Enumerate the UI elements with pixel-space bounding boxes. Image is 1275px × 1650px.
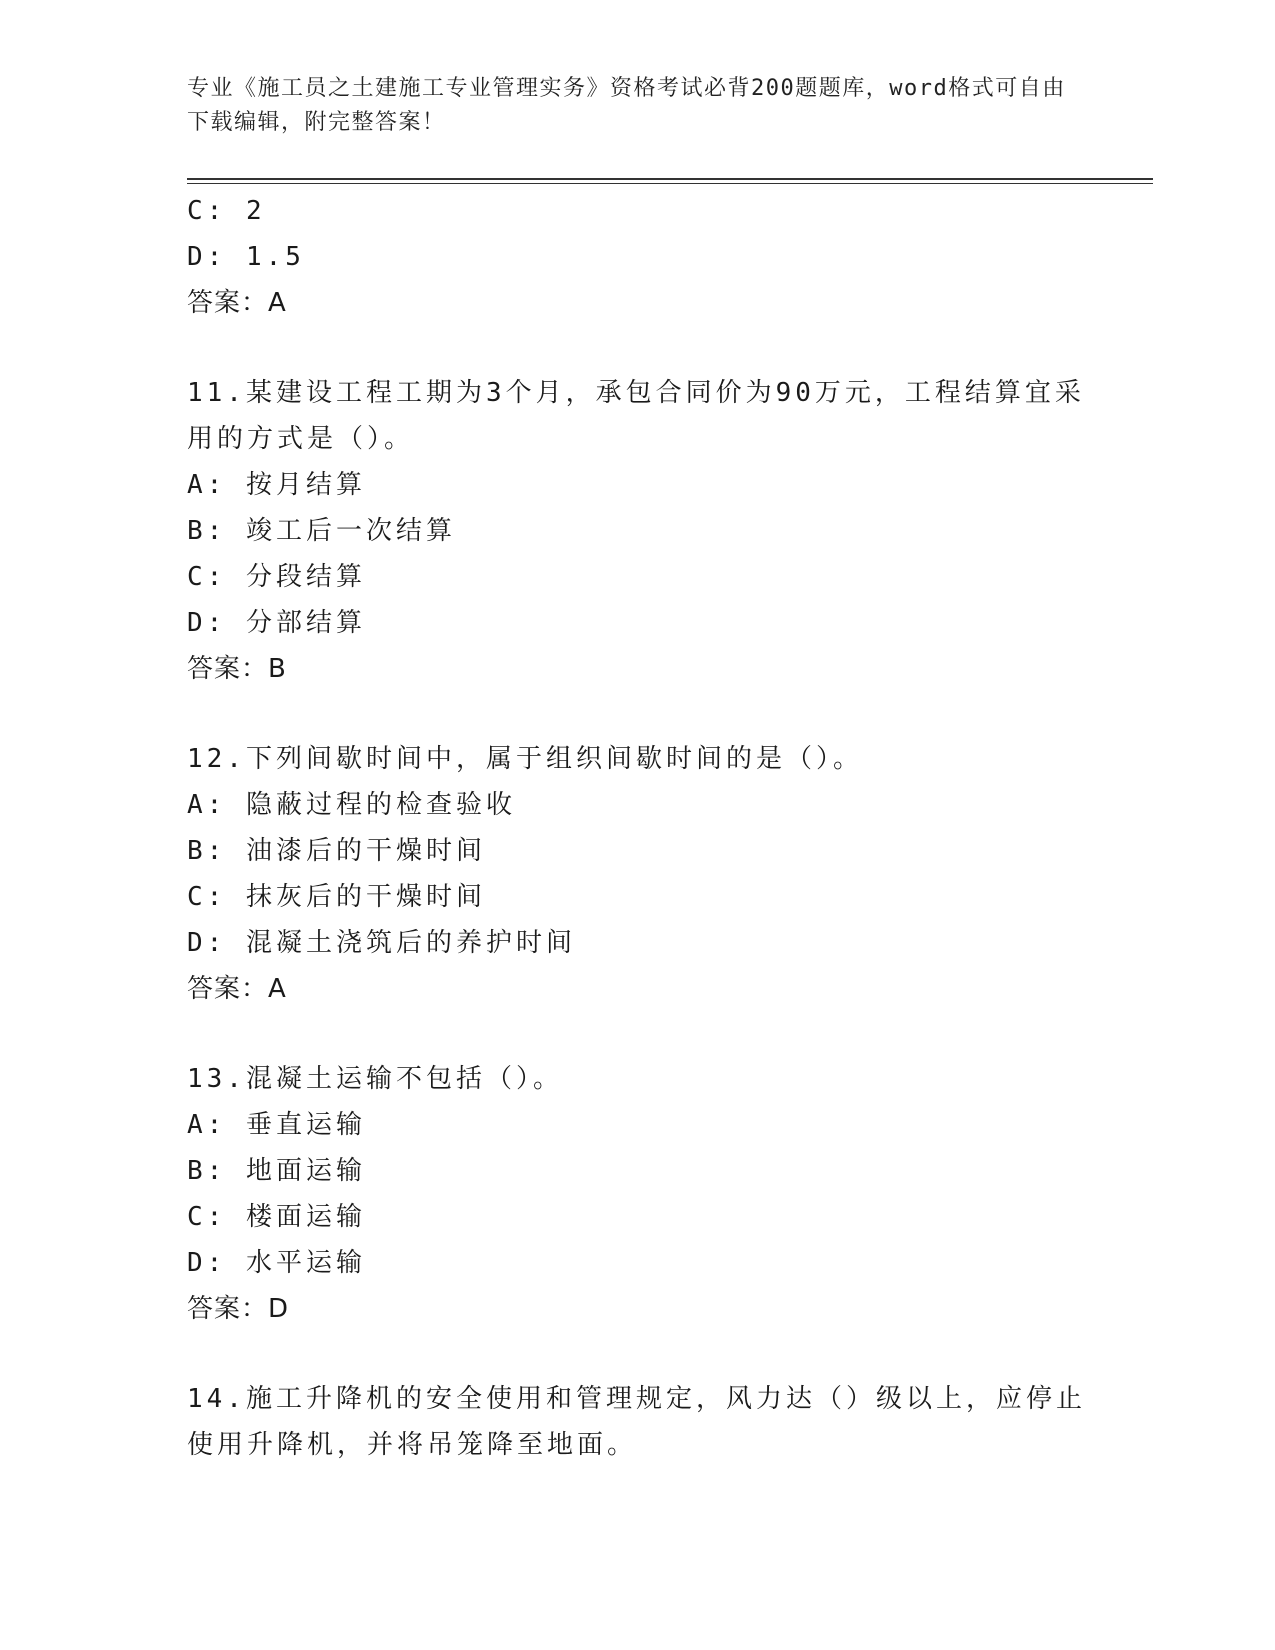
answer-line xyxy=(187,966,1087,1012)
option-label: D: xyxy=(187,242,227,272)
option-label: D: xyxy=(187,608,227,638)
answer-prefix: 答案： xyxy=(187,288,269,318)
question-13 xyxy=(187,1056,1087,1332)
option-b xyxy=(187,508,1087,554)
option-label: B: xyxy=(187,516,227,546)
answer-line xyxy=(187,280,1087,326)
option-c xyxy=(187,554,1087,600)
option-label: B: xyxy=(187,836,227,866)
question-number: 14. xyxy=(187,1384,246,1414)
question-12 xyxy=(187,736,1087,1012)
answer-prefix: 答案： xyxy=(187,1294,269,1324)
question-10-tail xyxy=(187,188,1087,326)
option-text: 楼面运输 xyxy=(245,1202,366,1232)
answer-value: A xyxy=(268,288,287,318)
option-label: D: xyxy=(187,1248,227,1278)
question-stem xyxy=(187,370,1087,462)
answer-prefix: 答案： xyxy=(187,654,269,684)
spacer xyxy=(187,326,1087,370)
question-number: 11. xyxy=(187,378,246,408)
option-text: 竣工后一次结算 xyxy=(245,516,456,546)
question-stem xyxy=(187,1056,1087,1102)
option-label: A: xyxy=(187,1110,227,1140)
option-label: D: xyxy=(187,928,227,958)
option-text: 垂直运输 xyxy=(245,1110,366,1140)
option-label: B: xyxy=(187,1156,227,1186)
answer-line xyxy=(187,646,1087,692)
question-number: 12. xyxy=(187,744,246,774)
option-text: 按月结算 xyxy=(245,470,366,500)
header-title: 专业《施工员之土建施工专业管理实务》资格考试必背200题题库，word格式可自由下载编辑，附完整答案！ xyxy=(187,76,1066,135)
question-11 xyxy=(187,370,1087,692)
question-text: 混凝土运输不包括（）。 xyxy=(245,1064,563,1094)
spacer xyxy=(187,1332,1087,1376)
option-label: C: xyxy=(187,882,227,912)
option-b xyxy=(187,828,1087,874)
option-text: 油漆后的干燥时间 xyxy=(245,836,486,866)
option-c xyxy=(187,188,1087,234)
header-rule-secondary xyxy=(187,183,1153,184)
option-d xyxy=(187,234,1087,280)
option-c xyxy=(187,874,1087,920)
answer-value: D xyxy=(268,1294,290,1324)
question-stem xyxy=(187,736,1087,782)
answer-value: A xyxy=(268,974,287,1004)
option-label: C: xyxy=(187,562,227,592)
document-header xyxy=(187,72,1087,140)
option-text: 隐蔽过程的检查验收 xyxy=(245,790,516,820)
option-text: 水平运输 xyxy=(245,1248,366,1278)
answer-prefix: 答案： xyxy=(187,974,269,1004)
question-number: 13. xyxy=(187,1064,246,1094)
question-text: 某建设工程工期为3个月，承包合同价为90万元，工程结算宜采用的方式是（）。 xyxy=(187,378,1085,454)
option-text: 地面运输 xyxy=(245,1156,366,1186)
option-d xyxy=(187,600,1087,646)
option-b xyxy=(187,1148,1087,1194)
header-rule xyxy=(187,178,1153,180)
spacer xyxy=(187,1012,1087,1056)
option-label: A: xyxy=(187,470,227,500)
document-body xyxy=(187,188,1087,1468)
option-label: A: xyxy=(187,790,227,820)
option-a xyxy=(187,462,1087,508)
question-14 xyxy=(187,1376,1087,1468)
option-d xyxy=(187,1240,1087,1286)
option-text: 1.5 xyxy=(245,242,305,272)
option-d xyxy=(187,920,1087,966)
option-text: 分段结算 xyxy=(245,562,366,592)
option-a xyxy=(187,1102,1087,1148)
option-c xyxy=(187,1194,1087,1240)
option-text: 分部结算 xyxy=(245,608,366,638)
question-text: 下列间歇时间中，属于组织间歇时间的是（）。 xyxy=(245,744,863,774)
option-label: C: xyxy=(187,196,227,226)
option-text: 混凝土浇筑后的养护时间 xyxy=(245,928,576,958)
option-a xyxy=(187,782,1087,828)
question-stem xyxy=(187,1376,1087,1468)
answer-value: B xyxy=(268,654,287,684)
answer-line xyxy=(187,1286,1087,1332)
option-text: 抹灰后的干燥时间 xyxy=(245,882,486,912)
option-text: 2 xyxy=(245,196,266,226)
question-text: 施工升降机的安全使用和管理规定，风力达（）级以上，应停止使用升降机，并将吊笼降至地面。 xyxy=(187,1384,1086,1460)
spacer xyxy=(187,692,1087,736)
option-label: C: xyxy=(187,1202,227,1232)
